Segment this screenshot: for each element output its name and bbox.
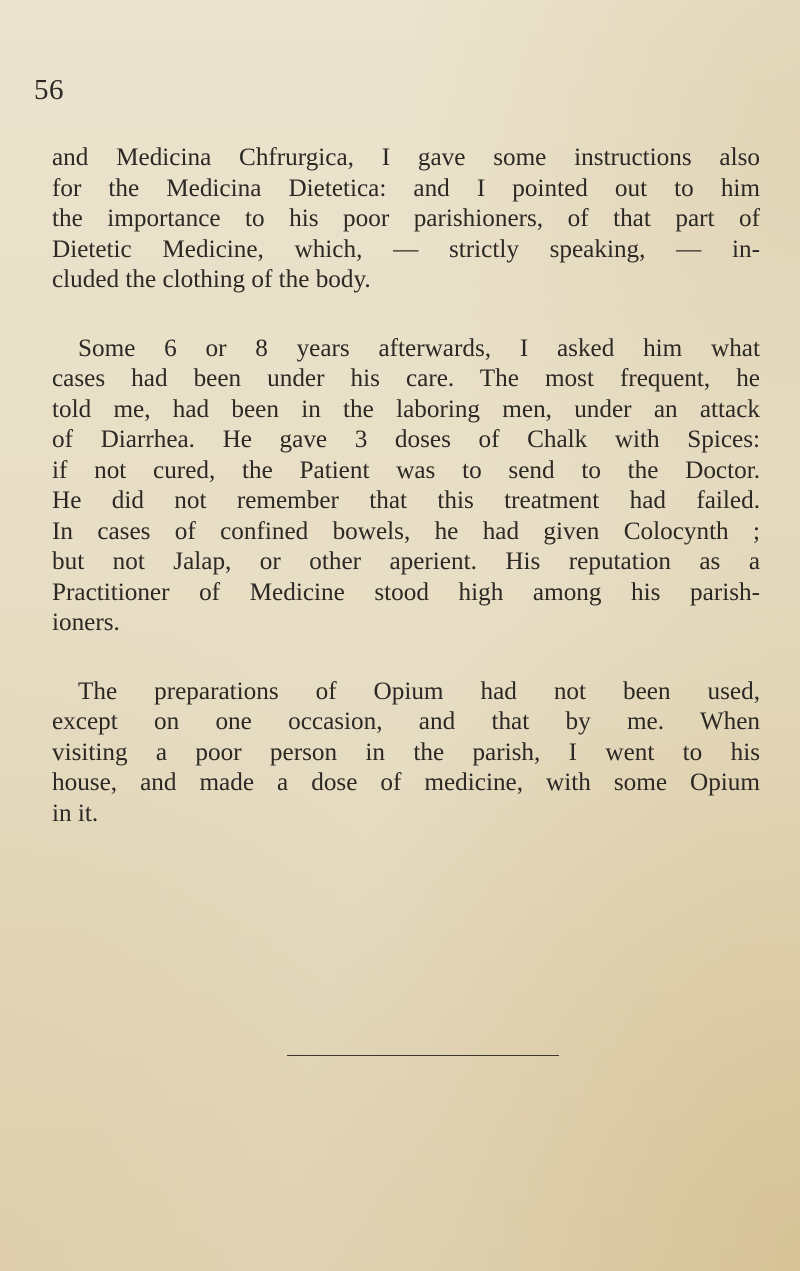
text-line: the importance to his poor parishioners, of that part of bbox=[52, 205, 760, 232]
text-line: told me, had been in the laboring men, under an attack bbox=[52, 395, 760, 423]
body-text bbox=[52, 143, 760, 829]
closing-rule bbox=[287, 1055, 559, 1056]
text-line: house, and made a dose of medicine, with some Opium bbox=[52, 769, 760, 796]
text-line: of Diarrhea. He gave 3 doses of Chalk with Spices: bbox=[52, 426, 760, 453]
text-line: Some 6 or 8 years afterwards, I asked him what bbox=[78, 334, 760, 362]
text-line: In cases of confined bowels, he had given Colocynth ; bbox=[52, 517, 760, 545]
text-line: except on one occasion, and that by me. When bbox=[52, 708, 760, 735]
text-line: in it. bbox=[52, 799, 99, 827]
text-line: and Medicina Chfrurgica, I gave some instructions also bbox=[52, 144, 760, 171]
paragraph-2 bbox=[52, 334, 760, 639]
text-line: The preparations of Opium had not been used, bbox=[78, 677, 760, 705]
text-line: cluded the clothing of the body. bbox=[52, 266, 371, 293]
paragraph-gap bbox=[52, 639, 760, 677]
text-line: if not cured, the Patient was to send to the Doctor. bbox=[52, 456, 760, 484]
text-line: for the Medicina Dietetica: and I pointed out to him bbox=[52, 174, 760, 202]
text-line: ioners. bbox=[52, 609, 120, 636]
paragraph-3 bbox=[52, 677, 760, 830]
text-line: but not Jalap, or other aperient. His reputation as a bbox=[52, 548, 760, 575]
page-number: 56 bbox=[34, 74, 64, 106]
text-line: cases had been under his care. The most frequent, he bbox=[52, 365, 760, 392]
text-line: visiting a poor person in the parish, I went to his bbox=[52, 738, 760, 766]
paragraph-1 bbox=[52, 143, 760, 296]
paragraph-gap bbox=[52, 296, 760, 334]
text-line: Dietetic Medicine, which, — strictly speaking, — in- bbox=[52, 235, 760, 263]
text-line: He did not remember that this treatment had failed. bbox=[52, 487, 760, 514]
text-line: Practitioner of Medicine stood high among his parish- bbox=[52, 578, 760, 606]
